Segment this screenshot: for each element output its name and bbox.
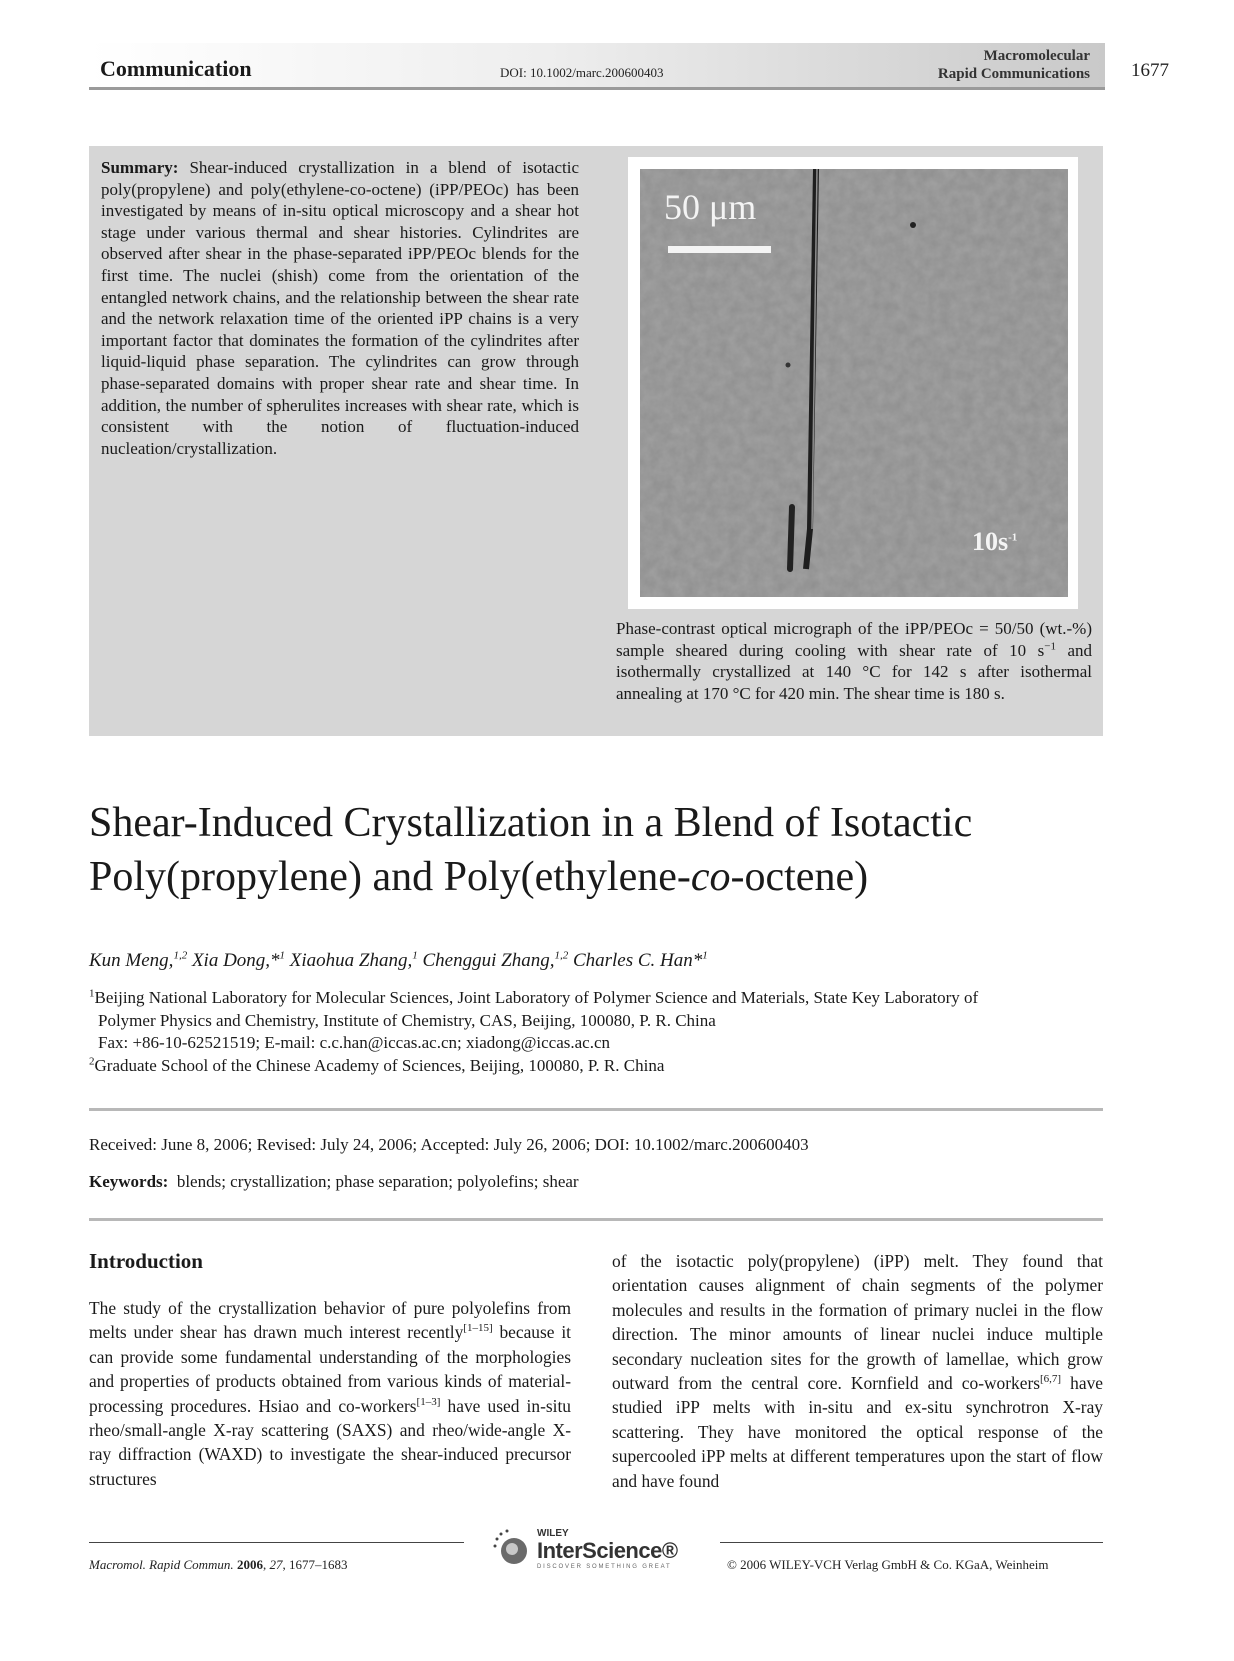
dates-line: Received: June 8, 2006; Revised: July 24, 2006; Accepted: July 26, 2006; DOI: 10.1002/marc.200600403 bbox=[89, 1135, 809, 1154]
contact-line: Fax: +86-10-62521519; E-mail: c.c.han@iccas.ac.cn; xiadong@iccas.ac.cn bbox=[98, 1033, 611, 1052]
affiliation-1-line1: Beijing National Laboratory for Molecular Sciences, Joint Laboratory of Polymer Science and Materials, State Key Laboratory of bbox=[94, 988, 979, 1007]
caption-part2: and isothermally crystallized at 140 °C for 142 s after isothermal annealing at 170 °C for 420 min. The shear time is 180 s. bbox=[616, 640, 1092, 703]
caption-part1: Phase-contrast optical micrograph of the iPP/PEOc = 50/50 (wt.-%) sample sheared during cooling with shear rate of 10 s bbox=[616, 619, 1092, 660]
title-line2-pre: Poly(propylene) and Poly(ethylene- bbox=[89, 854, 691, 900]
footer-pages: , 1677–1683 bbox=[282, 1557, 348, 1572]
cylindrite-branch bbox=[790, 507, 792, 569]
page-number: 1677 bbox=[1131, 60, 1169, 81]
author-name: Charles C. Han* bbox=[568, 950, 703, 971]
figure-caption bbox=[616, 618, 1092, 704]
divider-bottom bbox=[89, 1218, 1103, 1221]
logo-wiley-text: WILEY bbox=[537, 1528, 569, 1539]
author-affiliation-mark: 1 bbox=[412, 949, 418, 962]
summary-body: Shear-induced crystallization in a blend of isotactic poly(propylene) and poly(ethylene-co-octene) (iPP/PEOc) has been investigated by means of in-situ optical microscopy and a shear hot stage under various thermal and shear histories. Cylindrites are observed after shear in the phase-separated iPP/PEOc blends for the first time. The nuclei (shish) come from the orientation of the entangled network chains, and the relationship between the shear rate and the network relaxation time of the oriented iPP chains is a very important factor that dominates the formation of the cylindrites after liquid-liquid phase separation. The cylindrites can grow through phase-separated domains with proper shear rate and shear time. In addition, the number of spherulites increases with shear rate, which is consistent with the notion of fluctuation-induced nucleation/crystallization. bbox=[101, 158, 579, 458]
footer-rule-left bbox=[89, 1542, 464, 1543]
affiliation-2 bbox=[89, 1055, 1109, 1078]
title-line2-italic: co bbox=[690, 854, 731, 900]
footer-citation: Macromol. Rapid Commun. 2006, 27, 1677–1683 bbox=[89, 1557, 348, 1572]
footer-volume: 27 bbox=[269, 1557, 283, 1572]
summary-text bbox=[101, 157, 579, 459]
logo-tagline: DISCOVER SOMETHING GREAT bbox=[537, 1564, 672, 1570]
body-text: because it can provide some fundamental understanding of the morphologies and properties of products obtained from various kinds of material-processing procedures. Hsiao and co-workers bbox=[89, 1322, 571, 1416]
footer-copyright: © 2006 WILEY-VCH Verlag GmbH & Co. KGaA, Weinheim bbox=[727, 1557, 1049, 1572]
shear-rate-exponent: -1 bbox=[1008, 531, 1018, 544]
scale-bar bbox=[668, 246, 771, 253]
article-title bbox=[89, 796, 1149, 904]
section-label: Communication bbox=[100, 56, 252, 81]
citation-ref: [1–15] bbox=[463, 1322, 493, 1335]
footer-rule-right bbox=[720, 1542, 1103, 1543]
title-line1: Shear-Induced Crystallization in a Blend of Isotactic bbox=[89, 800, 973, 846]
author-affiliation-mark: 1 bbox=[279, 949, 286, 962]
citation-ref: [1–3] bbox=[416, 1395, 441, 1408]
section-heading-introduction: Introduction bbox=[89, 1249, 203, 1273]
journal-name-line2: Rapid Communications bbox=[937, 66, 1090, 82]
body-column-right bbox=[612, 1249, 1103, 1493]
affiliations bbox=[89, 987, 1109, 1077]
shear-rate-label bbox=[972, 527, 1017, 557]
footer-journal: Macromol. Rapid Commun. bbox=[89, 1557, 234, 1572]
keywords-list: blends; crystallization; phase separation; polyolefins; shear bbox=[168, 1172, 579, 1191]
author-name: Xiaohua Zhang, bbox=[285, 950, 413, 971]
body-column-left bbox=[89, 1296, 571, 1491]
author-affiliation-mark: 1,2 bbox=[173, 949, 188, 962]
shear-rate-value: 10s bbox=[972, 527, 1009, 556]
summary-label: Summary: bbox=[101, 158, 179, 177]
body-text: have used in-situ rheo/small-angle X-ray scattering (SAXS) and rheo/wide-angle X-ray diffraction (WAXD) to investigate the shear-induced precursor structures bbox=[89, 1395, 571, 1489]
authors-line bbox=[89, 950, 708, 972]
journal-name-line1: Macromolecular bbox=[983, 48, 1090, 64]
body-text: The study of the crystallization behavior of pure polyolefins from melts under shear has drawn much interest recently bbox=[89, 1298, 571, 1343]
author-name: Chenggui Zhang, bbox=[417, 950, 555, 971]
citation-ref: [6,7] bbox=[1040, 1373, 1062, 1386]
affiliation-1 bbox=[89, 987, 1109, 1010]
logo-interscience-text: InterScience® bbox=[537, 1538, 678, 1563]
interscience-swirl-icon bbox=[493, 1529, 533, 1569]
author-name: Xia Dong,* bbox=[187, 950, 280, 971]
title-line2-post: -octene) bbox=[730, 854, 869, 900]
author-affiliation-mark: 1,2 bbox=[554, 949, 569, 962]
body-text: of the isotactic poly(propylene) (iPP) melt. They found that orientation causes alignment of chain segments of the polymer molecules and results in the formation of primary nuclei in the flow direction. The minor amounts of linear nuclei induce multiple secondary nucleation sites for the growth of lamellae, which grow outward from the central core. Kornfield and co-workers bbox=[612, 1251, 1103, 1394]
journal-name bbox=[880, 47, 1090, 83]
affiliation-2-line1: Graduate School of the Chinese Academy of Sciences, Beijing, 100080, P. R. China bbox=[94, 1055, 665, 1075]
keywords-line bbox=[89, 1172, 579, 1192]
divider-top bbox=[89, 1108, 1103, 1111]
author-affiliation-mark: 1 bbox=[702, 949, 708, 962]
interscience-logo bbox=[493, 1526, 693, 1578]
affiliation-2-mark: 2 bbox=[89, 1054, 95, 1067]
scale-label: 50 μm bbox=[664, 187, 757, 227]
caption-exponent: −1 bbox=[1044, 639, 1056, 652]
body-text: have studied iPP melts with in-situ and ex-situ synchrotron X-ray scattering. They have monitored the optical response of the supercooled iPP melts at different temperatures upon the start of flow and have found bbox=[612, 1373, 1103, 1491]
affiliation-1-mark: 1 bbox=[89, 987, 95, 1000]
affiliation-1-line2: Polymer Physics and Chemistry, Institute of Chemistry, CAS, Beijing, 100080, P. R. China bbox=[98, 1010, 716, 1030]
header-doi: DOI: 10.1002/marc.200600403 bbox=[500, 65, 664, 80]
footer-year: 2006 bbox=[236, 1557, 263, 1572]
author-name: Kun Meng, bbox=[89, 950, 174, 971]
keywords-label: Keywords: bbox=[89, 1172, 169, 1191]
